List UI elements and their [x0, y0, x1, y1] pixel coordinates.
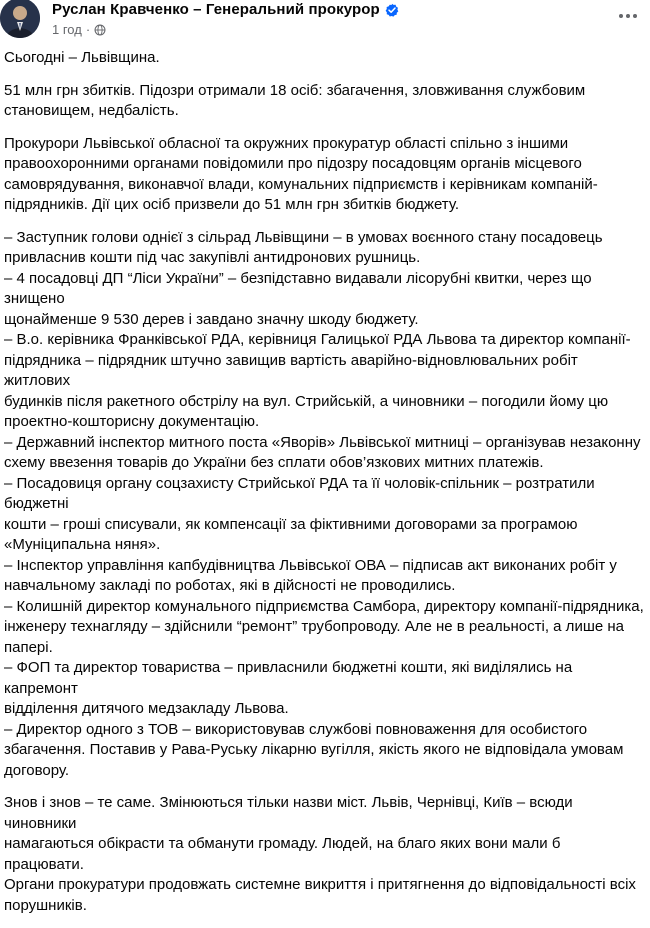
globe-icon[interactable]	[94, 24, 106, 36]
more-dot	[619, 14, 623, 18]
more-dot	[626, 14, 630, 18]
post-paragraph-intro: Сьогодні – Львівщина.	[4, 49, 160, 66]
more-icon[interactable]	[614, 4, 642, 28]
author-name[interactable]: Руслан Кравченко – Генеральний прокурор	[52, 1, 380, 18]
post-text	[4, 48, 644, 928]
avatar[interactable]	[0, 0, 40, 38]
more-dot	[633, 14, 637, 18]
avatar-portrait-icon	[0, 0, 40, 38]
post-header	[0, 0, 650, 42]
author-row	[52, 1, 399, 18]
verified-badge-icon	[385, 3, 399, 17]
meta-separator: ·	[85, 22, 91, 37]
post-paragraph-conclusion: Знов і знов – те саме. Змінюються тільки назви міст. Львів, Чернівці, Київ – всюди чиновники намагаються обікрасти та обманути громаду. Людей, на благо яких вони мали б працювати. Органи прокуратури продовжать системне викриття і притягнення до відповідальності всіх порушників.	[4, 794, 636, 914]
post-time[interactable]: 1 год	[52, 22, 82, 37]
post-paragraph-summary: 51 млн грн збитків. Підозри отримали 18 осіб: збагачення, зловживання службовим становищем, недбалість.	[4, 81, 586, 119]
post-paragraph-details: Прокурори Львівської обласної та окружних прокуратур області спільно з іншими правоохоронними органами повідомили про підозру посадовцям органів місцевого самоврядування, виконавчої влади, комунальних підприємств і керівникам компаній- підрядників. Дії цих осіб призвели до 51 млн грн збитків бюджету.	[4, 134, 598, 213]
post-meta	[52, 22, 106, 37]
post-paragraph-list: – Заступник голови однієї з сільрад Львівщини – в умовах воєнного стану посадовець привласнив кошти під час закупівлі антидронових рушниць. – 4 посадовці ДП “Ліси України” – безпідставно видавали лісорубні квитки, через що знищено щонайменше 9 530 дерев і завдано значну шкоду бюджету. – В.о. керівника Франківської РДА, керівниця Галицької РДА Львова та директор компанії- підрядника – підрядник штучно завищив вартість аварійно-відновлювальних робіт житлових будинків після ракетного обстрілу на вул. Стрийській, а чиновники – погодили йому цю проектно-кошторисну документацію. – Державний інспектор митного поста «Яворів» Львівської митниці – організував незаконну схему ввезення товарів до України без сплати обов’язкових митних платежів. – Посадовиця органу соцзахисту Стрийської РДА та її чоловік-спільник – розтратили бюджетні кошти – гроші списували, як компенсації за фіктивними договорами за програмою «Муніципальна няня». – Інспектор управління капбудівництва Львівської ОВА – підписав акт виконаних робіт у навчальному закладі по роботах, які в дійсності не проводились. – Колишній директор комунального підприємства Самбора, директору компанії-підрядника, інженеру технагляду – здійснили “ремонт” трубопроводу. Але не в реальності, а лише на папері. – ФОП та директор товариства – привласнили бюджетні кошти, які виділялись на капремонт відділення дитячого медзакладу Львова. – Директор одного з ТОВ – використовував службові повноваження для особистого збагачення. Поставив у Рава-Руську лікарню вугілля, якість якого не відповідала умовам договору.	[4, 228, 644, 779]
